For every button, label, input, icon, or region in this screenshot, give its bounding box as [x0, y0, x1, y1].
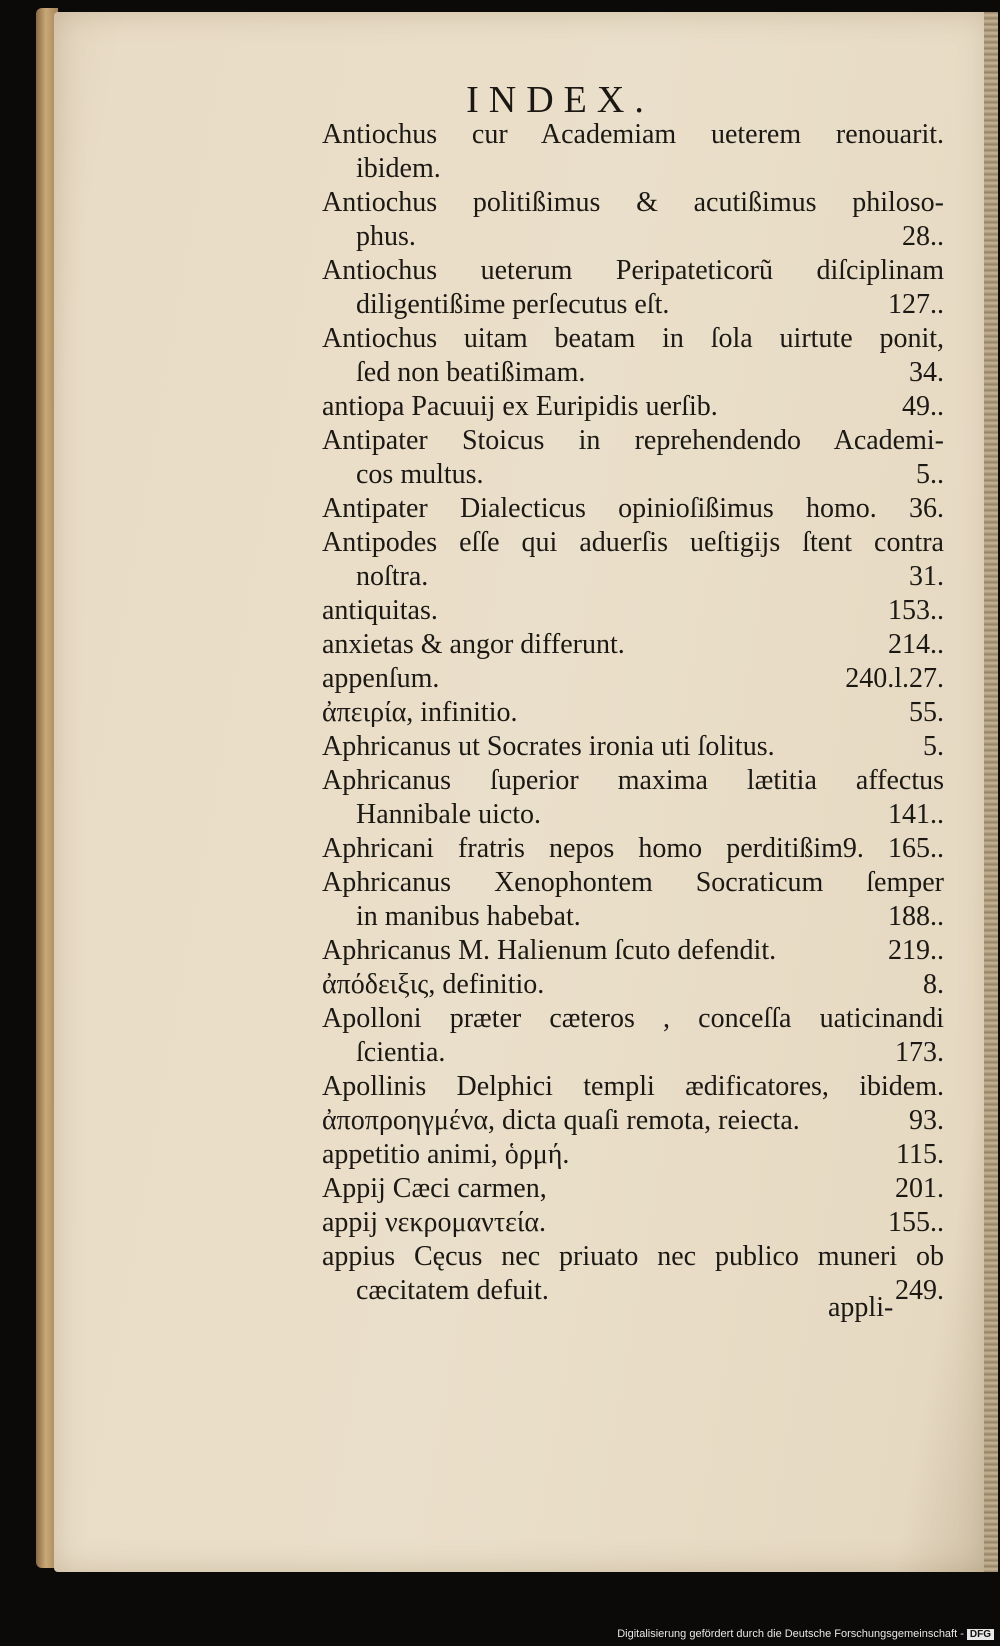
page-reference: 8. [923, 969, 944, 1000]
page-reference: 153.. [888, 595, 944, 626]
entry-text: ἀπόδειξις, definitio. [322, 969, 545, 1000]
index-entry [322, 1206, 944, 1240]
entry-text: Appij Cæci carmen, [322, 1173, 547, 1204]
page-reference: 141.. [888, 799, 944, 830]
entry-text: Apollinis Delphici templi ædificatores, ibidem. [322, 1071, 944, 1102]
entry-text: Aphricanus ſuperior maxima lætitia affectus [322, 765, 944, 796]
entry-text: Antipodes eſſe qui aduerſis ueſtigijs ſtent contra [322, 527, 944, 558]
entry-text: Antiochus ueterum Peripateticorũ diſciplinam [322, 255, 944, 286]
entry-text: anxietas & angor differunt. [322, 629, 625, 660]
page-reference: 219.. [888, 935, 944, 966]
index-entry [322, 764, 944, 832]
index-entry [322, 322, 944, 390]
page-reference: 28.. [902, 221, 944, 252]
index-entry [322, 186, 944, 254]
entry-continuation-text: ibidem. [356, 153, 441, 184]
entry-text: Antiochus politißimus & acutißimus philoso- [322, 187, 944, 218]
page-reference: 201. [895, 1173, 944, 1204]
index-entry [322, 390, 944, 424]
page-reference: 173. [895, 1037, 944, 1068]
page-stack-edge [984, 12, 998, 1572]
index-entry [322, 1172, 944, 1206]
index-entry [322, 934, 944, 968]
entry-text: appij νεκρομαντεία. [322, 1207, 547, 1238]
index-entry [322, 696, 944, 730]
page-reference: 55. [909, 697, 944, 728]
page-reference: 5.. [916, 459, 944, 490]
entry-text: appenſum. [322, 663, 440, 694]
entry-continuation [322, 152, 944, 186]
index-entries [322, 118, 944, 1308]
entry-continuation [322, 356, 944, 390]
entry-text: antiopa Pacuuij ex Euripidis uerſib. [322, 391, 718, 422]
entry-continuation [322, 900, 944, 934]
entry-text: ἀπειρία, infinitio. [322, 697, 518, 728]
entry-continuation-text: ſcientia. [356, 1037, 446, 1068]
index-entry [322, 526, 944, 594]
page-reference: 93. [909, 1105, 944, 1136]
index-entry [322, 594, 944, 628]
entry-text: Aphricani fratris nepos homo perditißim9. 165.. [322, 833, 944, 864]
index-entry [322, 1104, 944, 1138]
page-reference: 240.l.27. [845, 663, 944, 694]
index-entry [322, 1070, 944, 1104]
index-entry [322, 1002, 944, 1070]
page-title: INDEX. [466, 79, 654, 121]
entry-continuation [322, 560, 944, 594]
index-entry [322, 662, 944, 696]
entry-continuation-text: noſtra. [356, 561, 429, 592]
entry-text: ἀποπροηγμένα, dicta quaſi remota, reiecta. [322, 1105, 800, 1136]
entry-text: Apolloni præter cæteros , conceſſa uaticinandi [322, 1003, 944, 1034]
page-reference: 115. [896, 1139, 944, 1170]
index-entry [322, 866, 944, 934]
entry-text: Aphricanus Xenophontem Socraticum ſemper [322, 867, 944, 898]
page-reference: 34. [909, 357, 944, 388]
entry-continuation-text: cos multus. [356, 459, 484, 490]
index-entry [322, 492, 944, 526]
entry-text: appetitio animi, ὁρμή. [322, 1139, 570, 1170]
catchword: appli- [828, 1292, 894, 1323]
entry-continuation-text: diligentißime perſecutus eſt. [356, 289, 670, 320]
entry-text: Aphricanus M. Halienum ſcuto defendit. [322, 935, 777, 966]
entry-continuation [322, 458, 944, 492]
entry-continuation-text: Hannibale uicto. [356, 799, 542, 830]
dfg-credit-text: Digitalisierung gefördert durch die Deutsche Forschungsgemeinschaft - [617, 1628, 964, 1640]
page-reference: 5. [923, 731, 944, 762]
entry-continuation [322, 1036, 944, 1070]
dfg-logo: DFG [967, 1629, 994, 1640]
index-entry [322, 254, 944, 322]
index-entry [322, 628, 944, 662]
page-reference: 214.. [888, 629, 944, 660]
page-reference: 49.. [902, 391, 944, 422]
entry-continuation [322, 798, 944, 832]
page-reference: 127.. [888, 289, 944, 320]
entry-text: Antipater Stoicus in reprehendendo Academi- [322, 425, 944, 456]
entry-text: antiquitas. [322, 595, 438, 626]
entry-continuation [322, 220, 944, 254]
entry-text: Aphricanus ut Socrates ironia uti ſolitus. [322, 731, 775, 762]
entry-continuation-text: cæcitatem defuit. [356, 1275, 549, 1306]
page-reference: 31. [909, 561, 944, 592]
page-reference: 188.. [888, 901, 944, 932]
index-entry [322, 424, 944, 492]
index-entry [322, 1138, 944, 1172]
entry-text: Antipater Dialecticus opinioſißimus homo. 36. [322, 493, 944, 524]
entry-continuation-text: ſed non beatißimam. [356, 357, 586, 388]
index-entry [322, 730, 944, 764]
entry-continuation [322, 288, 944, 322]
entry-continuation-text: in manibus habebat. [356, 901, 581, 932]
entry-text: Antiochus uitam beatam in ſola uirtute ponit, [322, 323, 944, 354]
index-entry [322, 968, 944, 1002]
index-entry [322, 832, 944, 866]
index-entry [322, 118, 944, 186]
page-reference: 155.. [888, 1207, 944, 1238]
page-reference: 249. [895, 1275, 944, 1306]
entry-text: appius Cęcus nec priuato nec publico muneri ob [322, 1241, 944, 1272]
dfg-credit [617, 1628, 994, 1640]
entry-text: Antiochus cur Academiam ueterem renouarit. [322, 119, 944, 150]
entry-continuation-text: phus. [356, 221, 416, 252]
